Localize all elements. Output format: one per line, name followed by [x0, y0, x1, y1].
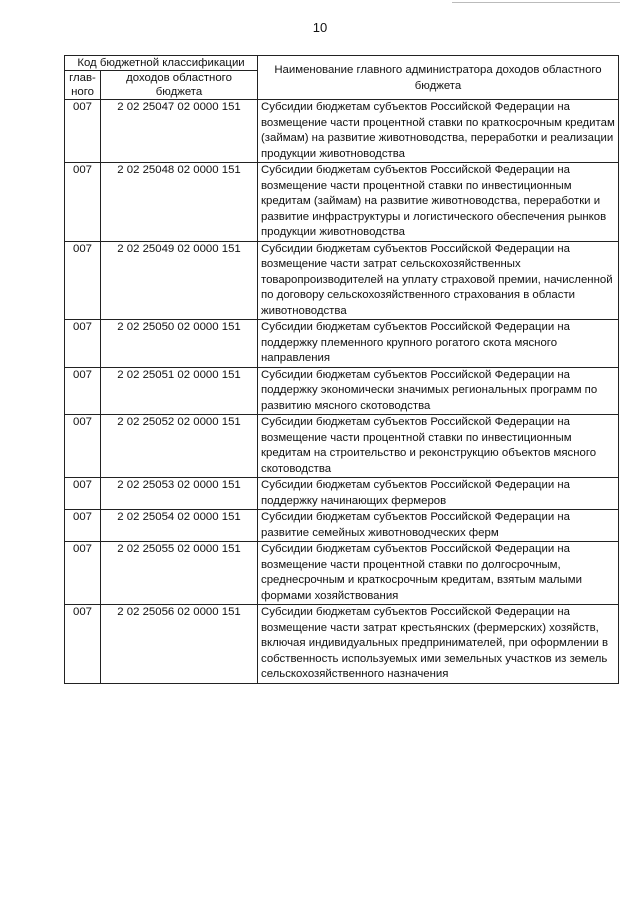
table-row [65, 367, 619, 415]
header-income-code: доходов областного бюджета [101, 71, 258, 100]
table-row [65, 605, 619, 684]
administrator-code: 007 [65, 605, 101, 684]
income-name: Субсидии бюджетам субъектов Российской Федерации на поддержку экономически значимых региональных программ по развитию мясного скотоводства [258, 367, 619, 415]
page-number: 10 [312, 20, 328, 35]
table-row [65, 163, 619, 242]
table-row [65, 320, 619, 368]
income-code: 2 02 25054 02 0000 151 [101, 510, 258, 542]
administrator-code: 007 [65, 241, 101, 320]
income-code: 2 02 25055 02 0000 151 [101, 542, 258, 605]
budget-classification-table [64, 55, 619, 684]
income-code: 2 02 25053 02 0000 151 [101, 478, 258, 510]
income-code: 2 02 25047 02 0000 151 [101, 100, 258, 163]
administrator-code: 007 [65, 320, 101, 368]
header-budget-classification: Код бюджетной классификации [65, 56, 258, 71]
income-name: Субсидии бюджетам субъектов Российской Федерации на возмещение части затрат крестьянских (фермерских) хозяйств, включая индивидуальных предпринимателей, при оформлении в собственность используемых ими земельных участков из земель сельскохозяйственного назначения [258, 605, 619, 684]
income-name: Субсидии бюджетам субъектов Российской Федерации на поддержку начинающих фермеров [258, 478, 619, 510]
income-name: Субсидии бюджетам субъектов Российской Федерации на возмещение части процентной ставки по инвестиционным кредитам на строительство и реконструкцию объектов мясного скотоводства [258, 415, 619, 478]
income-name: Субсидии бюджетам субъектов Российской Федерации на возмещение части процентной ставки по инвестиционным кредитам (займам) на развитие животноводства, переработки и развитие инфраструктуры и логистического обеспечения рынков продукции животноводства [258, 163, 619, 242]
income-name: Субсидии бюджетам субъектов Российской Федерации на возмещение части процентной ставки по краткосрочным кредитам (займам) на развитие животноводства, переработки и реализации продукции животноводства [258, 100, 619, 163]
administrator-code: 007 [65, 367, 101, 415]
income-name: Субсидии бюджетам субъектов Российской Федерации на развитие семейных животноводческих ферм [258, 510, 619, 542]
income-code: 2 02 25050 02 0000 151 [101, 320, 258, 368]
income-name: Субсидии бюджетам субъектов Российской Федерации на поддержку племенного крупного рогатого скота мясного направления [258, 320, 619, 368]
income-code: 2 02 25056 02 0000 151 [101, 605, 258, 684]
income-code: 2 02 25048 02 0000 151 [101, 163, 258, 242]
income-code: 2 02 25051 02 0000 151 [101, 367, 258, 415]
table-row [65, 100, 619, 163]
administrator-code: 007 [65, 478, 101, 510]
administrator-code: 007 [65, 163, 101, 242]
income-code: 2 02 25052 02 0000 151 [101, 415, 258, 478]
administrator-code: 007 [65, 100, 101, 163]
income-name: Субсидии бюджетам субъектов Российской Федерации на возмещение части процентной ставки по долгосрочным, среднесрочным и краткосрочным кредитам, взятым малыми формами хозяйствования [258, 542, 619, 605]
table-row [65, 241, 619, 320]
income-code: 2 02 25049 02 0000 151 [101, 241, 258, 320]
header-main-administrator: глав- ного [65, 71, 101, 100]
table-row [65, 478, 619, 510]
header-administrator-name: Наименование главного администратора доходов областного бюджета [258, 56, 619, 100]
table-row [65, 510, 619, 542]
income-name: Субсидии бюджетам субъектов Российской Федерации на возмещение части затрат сельскохозяйственных товаропроизводителей на уплату страховой премии, начисленной по договору сельскохозяйственного страхования в области животноводства [258, 241, 619, 320]
administrator-code: 007 [65, 415, 101, 478]
table-row [65, 415, 619, 478]
administrator-code: 007 [65, 542, 101, 605]
administrator-code: 007 [65, 510, 101, 542]
header-rule [452, 2, 620, 3]
table-row [65, 542, 619, 605]
